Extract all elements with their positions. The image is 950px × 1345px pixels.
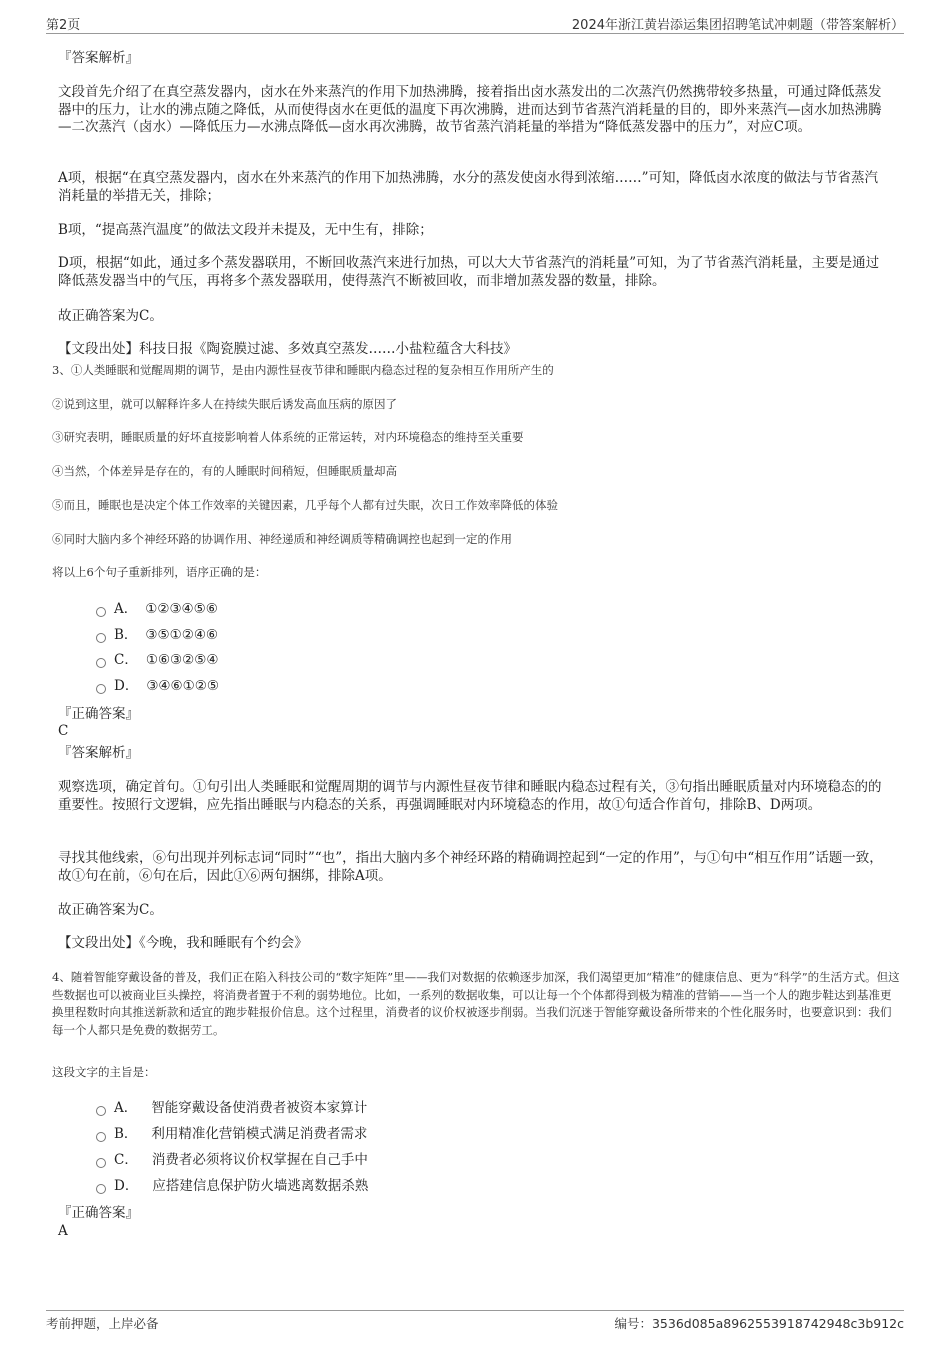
analysis-paragraph: B项，“提高蒸汽温度”的做法文段并未提及，无中生有，排除； [58,222,433,238]
radio-icon[interactable] [96,658,106,668]
option-text: 利用精准化营销模式满足消费者需求 [151,1126,368,1142]
q4-option-b[interactable] [96,1124,367,1144]
q4-passage: 4、随着智能穿戴设备的普及，我们正在陷入科技公司的“数字矩阵”里——我们对数据的依赖逐步加深，我们渴望更加“精准”的健康信息、更为“科学”的生活方式。但这些数据也可以被商业巨头操控，将消费者置于不利的弱势地位。比如，一系列的数据收集，可以让每一个个体都得到极为精准的营销——当一个人的跑步鞋达到基准更换里程数时向其推送新款和适宜的跑步鞋报价信息。这个过程里，消费者的议价权被逐步削弱。当我们沉迷于智能穿戴设备所带来的个性化服务时，也要意识到：我们每一个人都只是免费的数据劳工。 [52,970,900,1037]
document-title: 2024年浙江黄岩添运集团招聘笔试冲刺题（带答案解析） [571,18,904,33]
q3-option-d[interactable] [96,676,219,696]
analysis-paragraph: D项，根据“如此，通过多个蒸发器联用，不断回收蒸汽来进行加热，可以大大节省蒸汽的消耗量”可知，为了节省蒸汽消耗量，主要是通过降低蒸发器当中的气压，再将多个蒸发器联用，使得蒸汽不断被回收，而非增加蒸发器的数量，排除。 [58,255,880,289]
code-label: 编号： [614,1316,652,1331]
header-divider [46,33,904,34]
q3-sentence: ②说到这里，就可以解释许多人在持续失眠后诱发高血压病的原因了 [52,397,397,411]
radio-icon[interactable] [96,1132,106,1142]
analysis-paragraph: 观察选项，确定首句。①句引出人类睡眠和觉醒周期的调节与内源性昼夜节律和睡眠内稳态过程有关，③句指出睡眠质量对内环境稳态的的重要性。按照行文逻辑，应先指出睡眠与内稳态的关系，再强调睡眠对内环境稳态的作用，故①句适合作首句，排除B、D两项。 [58,779,882,813]
q3-sentence: ④当然，个体差异是存在的，有的人睡眠时间稍短，但睡眠质量却高 [52,464,397,478]
q3-option-b[interactable] [96,625,218,645]
analysis-conclusion: 故正确答案为C。 [58,308,163,324]
option-text: 应搭建信息保护防火墙逃离数据杀熟 [152,1178,369,1194]
option-key: A． [114,1100,138,1116]
radio-icon[interactable] [96,1106,106,1116]
option-key: D． [114,1178,139,1194]
analysis-paragraph: 寻找其他线索，⑥句出现并列标志词“同时”“也”，指出大脑内多个神经环路的精确调控起到“一定的作用”，与①句中“相互作用”话题一致，故①句在前，⑥句在后，因此①⑥两句捆绑，排除A项。 [58,850,883,884]
correct-answer: C [58,723,69,739]
analysis-paragraph: A项，根据“在真空蒸发器内，卤水在外来蒸汽的作用下加热沸腾，水分的蒸发使卤水得到浓缩……”可知，降低卤水浓度的做法与节省蒸汽消耗量的举措无关，排除； [58,170,879,204]
option-text: ①②③④⑤⑥ [145,601,218,617]
page-number: 第2页 [46,18,81,33]
option-text: 智能穿戴设备使消费者被资本家算计 [151,1100,368,1116]
q3-sentence: ⑤而且，睡眠也是决定个体工作效率的关键因素，几乎每个人都有过失眠，次日工作效率降低的体验 [52,498,558,512]
q3-option-c[interactable] [96,650,218,670]
radio-icon[interactable] [96,1158,106,1168]
footer-divider [46,1310,904,1311]
option-text: ③⑤①②④⑥ [145,627,219,643]
correct-answer: A [58,1223,68,1239]
q3-stem: 将以上6个句子重新排列，语序正确的是： [52,565,267,579]
option-key: B． [114,1126,138,1142]
option-key: C． [114,1152,138,1168]
option-key: B． [114,627,138,643]
option-key: D． [114,678,139,694]
passage-source: 【文段出处】《今晚，我和睡眠有个约会》 [58,935,308,951]
q4-option-a[interactable] [96,1098,367,1118]
option-key: A． [114,601,138,617]
analysis-conclusion: 故正确答案为C。 [58,902,163,918]
footer-slogan: 考前押题，上岸必备 [46,1316,159,1331]
answer-label: 『正确答案』 [58,706,139,722]
option-key: C． [114,652,138,668]
radio-icon[interactable] [96,1184,106,1194]
document-code [614,1314,904,1332]
analysis-label: 『答案解析』 [58,50,139,66]
radio-icon[interactable] [96,633,106,643]
option-text: ③④⑥①②⑤ [146,678,219,694]
q3-sentence: 3、①人类睡眠和觉醒周期的调节，是由内源性昼夜节律和睡眠内稳态过程的复杂相互作用所产生的 [52,363,554,377]
answer-label: 『正确答案』 [58,1205,139,1221]
q4-option-d[interactable] [96,1176,368,1196]
q4-option-c[interactable] [96,1150,368,1170]
q3-option-a[interactable] [96,599,218,619]
q3-sentence: ⑥同时大脑内多个神经环路的协调作用、神经递质和神经调质等精确调控也起到一定的作用 [52,532,512,546]
passage-source: 【文段出处】科技日报《陶瓷膜过滤、多效真空蒸发……小盐粒蕴含大科技》 [58,341,517,357]
q4-stem: 这段文字的主旨是： [52,1065,156,1079]
analysis-label: 『答案解析』 [58,745,139,761]
radio-icon[interactable] [96,607,106,617]
code-value: 3536d085a8962553918742948c3b912c [651,1316,904,1331]
option-text: 消费者必须将议价权掌握在自己手中 [151,1152,368,1168]
option-text: ①⑥③②⑤④ [145,652,219,668]
analysis-paragraph: 文段首先介绍了在真空蒸发器内，卤水在外来蒸汽的作用下加热沸腾，接着指出卤水蒸发出的二次蒸汽仍然携带较多热量，可通过降低蒸发器中的压力，让水的沸点随之降低，从而使得卤水在更低的温度下再次沸腾，进而达到节省蒸汽消耗量的目的，即外来蒸汽—卤水加热沸腾—二次蒸汽（卤水）—降低压力—水沸点降低—卤水再次沸腾，故节省蒸汽消耗量的举措为“降低蒸发器中的压力”，对应C项。 [58,84,882,135]
radio-icon[interactable] [96,684,106,694]
q3-sentence: ③研究表明，睡眠质量的好坏直接影响着人体系统的正常运转，对内环境稳态的维持至关重要 [52,430,524,444]
